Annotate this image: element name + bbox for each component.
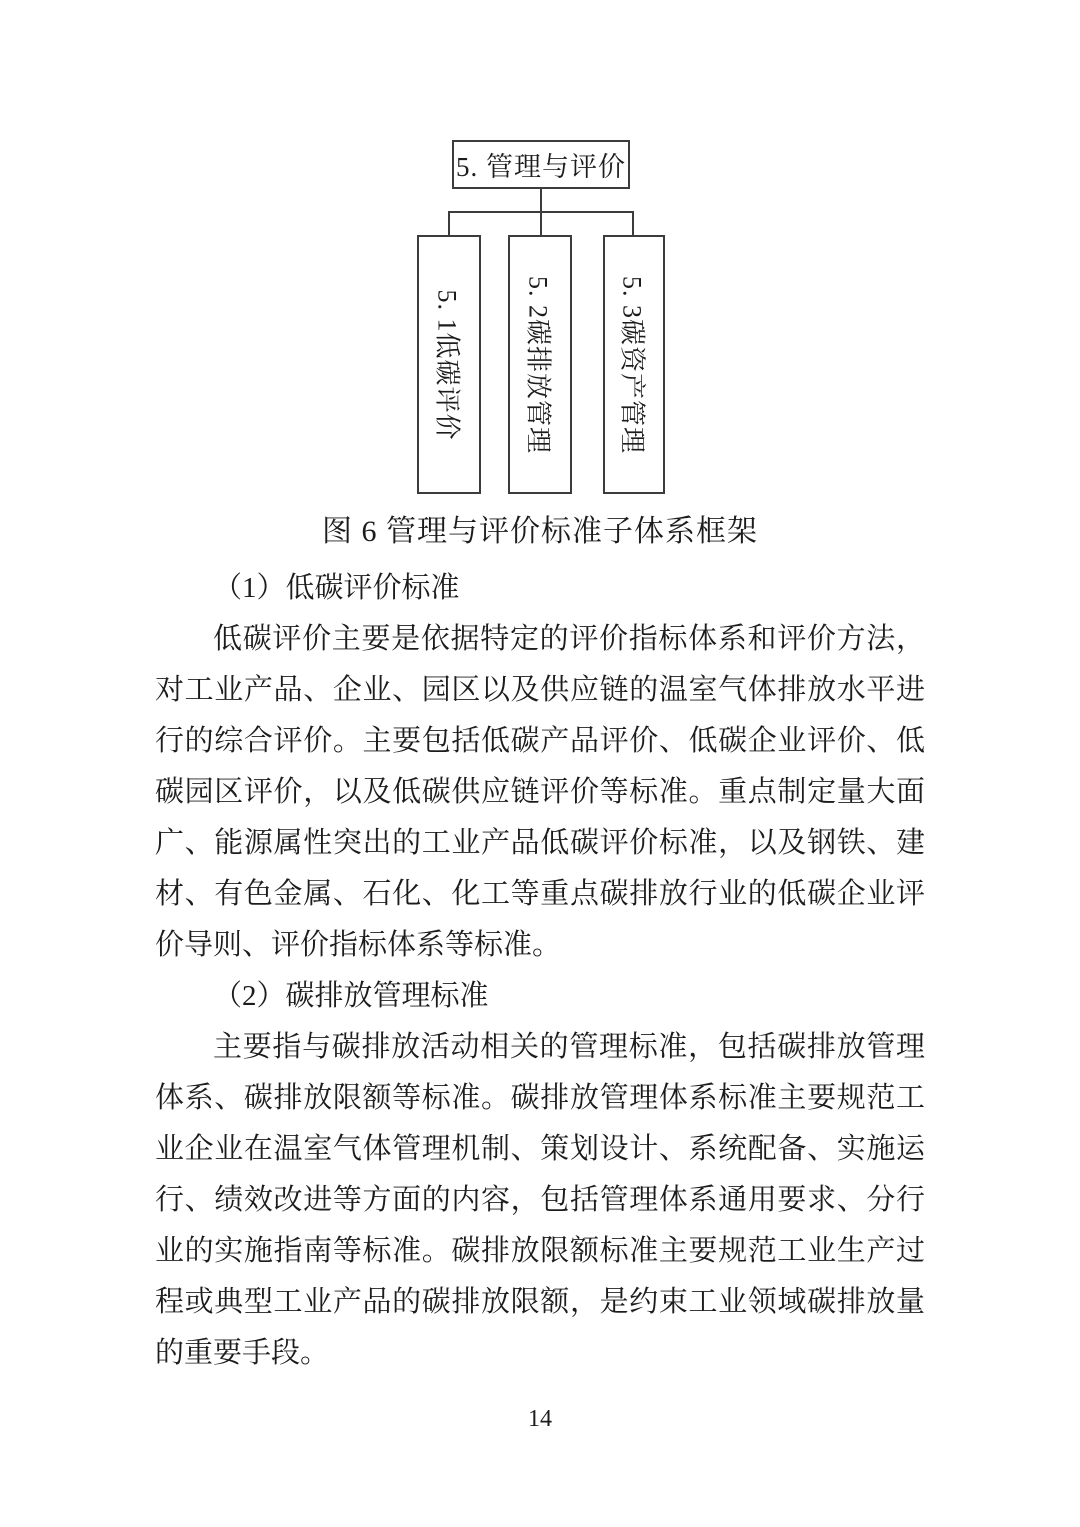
text-line: 价导则、评价指标体系等标准。 <box>155 929 562 961</box>
text-line: 广、能源属性突出的工业产品低碳评价标准，以及钢铁、建 <box>155 827 925 859</box>
connector-line-vertical-right <box>632 211 634 235</box>
body-text <box>155 563 925 1379</box>
text-line: 碳园区评价，以及低碳供应链评价等标准。重点制定量大面 <box>155 776 925 808</box>
org-chart-root-box <box>452 140 630 189</box>
text-line: 对工业产品、企业、园区以及供应链的温室气体排放水平进 <box>155 674 925 706</box>
text-line: 低碳评价主要是依据特定的评价指标体系和评价方法， <box>213 623 925 655</box>
text-line: 行的综合评价。主要包括低碳产品评价、低碳企业评价、低 <box>155 725 925 757</box>
figure-caption: 图 6 管理与评价标准子体系框架 <box>322 515 758 548</box>
connector-line-vertical-left <box>448 211 450 235</box>
org-chart-box-label: 5. 1低碳评价 <box>432 288 462 441</box>
org-chart-box-label: 5. 2碳排放管理 <box>523 275 553 454</box>
org-chart-box-label: 5. 3碳资产管理 <box>617 275 647 454</box>
org-chart-box-carbon-emission-management <box>508 235 572 494</box>
org-chart-root-label: 5. 管理与评价 <box>456 152 626 182</box>
section-heading: （1）低碳评价标准 <box>213 572 460 604</box>
org-chart-box-low-carbon-evaluation <box>417 235 481 494</box>
text-line: 主要指与碳排放活动相关的管理标准，包括碳排放管理 <box>213 1031 925 1063</box>
text-line: 材、有色金属、石化、化工等重点碳排放行业的低碳企业评 <box>155 878 925 910</box>
page-number: 14 <box>528 1406 552 1432</box>
connector-line-horizontal <box>448 211 634 213</box>
text-line: 业的实施指南等标准。碳排放限额标准主要规范工业生产过 <box>155 1235 925 1267</box>
text-line: 程或典型工业产品的碳排放限额，是约束工业领域碳排放量 <box>155 1286 925 1318</box>
org-chart-box-carbon-asset-management <box>603 235 665 494</box>
text-line: 体系、碳排放限额等标准。碳排放管理体系标准主要规范工 <box>155 1082 925 1114</box>
section-heading: （2）碳排放管理标准 <box>213 980 489 1012</box>
text-line: 的重要手段。 <box>155 1337 330 1369</box>
text-line: 业企业在温室气体管理机制、策划设计、系统配备、实施运 <box>155 1133 925 1165</box>
text-line: 行、绩效改进等方面的内容，包括管理体系通用要求、分行 <box>155 1184 925 1216</box>
